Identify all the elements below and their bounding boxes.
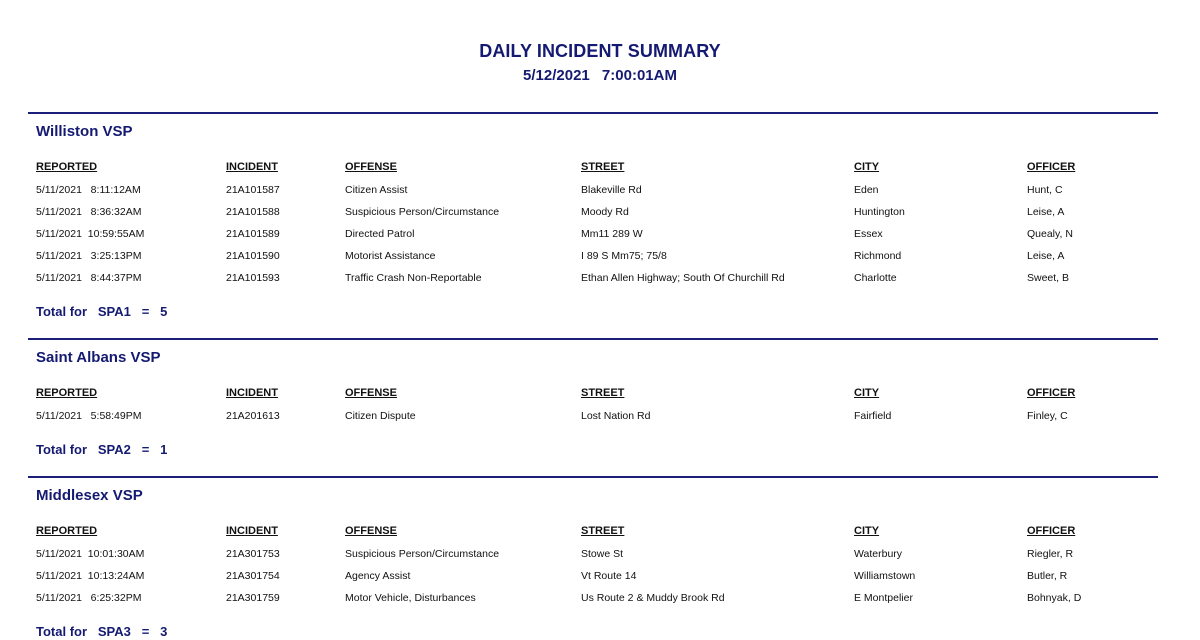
cell-officer: Quealy, N (1027, 228, 1073, 240)
cell-officer: Butler, R (1027, 570, 1068, 582)
column-header-street: STREET (581, 387, 625, 399)
report-header (0, 40, 1200, 86)
cell-offense: Directed Patrol (345, 228, 415, 240)
table-row (28, 271, 1158, 293)
column-header-officer: OFFICER (1027, 387, 1076, 399)
section-title: Middlesex VSP (36, 487, 143, 504)
cell-offense: Traffic Crash Non-Reportable (345, 272, 482, 284)
cell-offense: Suspicious Person/Circumstance (345, 206, 500, 218)
cell-offense: Motorist Assistance (345, 250, 436, 262)
cell-street: Us Route 2 & Muddy Brook Rd (581, 592, 725, 604)
table-row (28, 249, 1158, 271)
cell-reported: 5/11/2021 10:01:30AM (36, 548, 145, 560)
section-total: Total for SPA1 = 5 (36, 304, 168, 319)
cell-city: Huntington (854, 206, 905, 218)
report-datetime: 5/12/2021 7:00:01AM (523, 67, 677, 84)
column-header-reported: REPORTED (36, 525, 98, 537)
cell-officer: Bohnyak, D (1027, 592, 1082, 604)
report-title: DAILY INCIDENT SUMMARY (479, 41, 721, 61)
cell-street: Moody Rd (581, 206, 629, 218)
cell-street: Lost Nation Rd (581, 410, 651, 422)
cell-street: Stowe St (581, 548, 624, 560)
cell-reported: 5/11/2021 10:13:24AM (36, 570, 145, 582)
column-header-incident: INCIDENT (226, 161, 278, 173)
table-row (28, 183, 1158, 205)
section-total: Total for SPA2 = 1 (36, 442, 168, 457)
table-row (28, 227, 1158, 249)
cell-reported: 5/11/2021 8:36:32AM (36, 206, 142, 218)
column-header-city: CITY (854, 525, 880, 537)
table-row (28, 205, 1158, 227)
cell-officer: Leise, A (1027, 206, 1065, 218)
cell-incident: 21A201613 (226, 410, 280, 422)
column-header-officer: OFFICER (1027, 525, 1076, 537)
column-header-incident: INCIDENT (226, 387, 278, 399)
column-header-officer: OFFICER (1027, 161, 1076, 173)
cell-city: Essex (854, 228, 883, 240)
cell-city: Eden (854, 184, 879, 196)
cell-incident: 21A301753 (226, 548, 280, 560)
cell-reported: 5/11/2021 8:44:37PM (36, 272, 142, 284)
column-header-offense: OFFENSE (345, 525, 397, 537)
table-row (28, 591, 1158, 613)
cell-incident: 21A101589 (226, 228, 280, 240)
cell-officer: Leise, A (1027, 250, 1065, 262)
section-saint-albans (28, 338, 1158, 476)
cell-reported: 5/11/2021 5:58:49PM (36, 410, 142, 422)
cell-street: Mm11 289 W (581, 228, 643, 240)
cell-offense: Citizen Assist (345, 184, 408, 196)
table-row (28, 409, 1158, 431)
cell-street: Blakeville Rd (581, 184, 642, 196)
cell-officer: Riegler, R (1027, 548, 1074, 560)
cell-offense: Motor Vehicle, Disturbances (345, 592, 476, 604)
cell-officer: Sweet, B (1027, 272, 1070, 284)
section-williston (28, 112, 1158, 338)
section-total: Total for SPA3 = 3 (36, 624, 168, 639)
cell-officer: Finley, C (1027, 410, 1068, 422)
cell-city: Fairfield (854, 410, 892, 422)
table-row (28, 569, 1158, 591)
section-title: Saint Albans VSP (36, 349, 161, 366)
cell-street: Vt Route 14 (581, 570, 637, 582)
cell-reported: 5/11/2021 8:11:12AM (36, 184, 141, 196)
cell-street: Ethan Allen Highway; South Of Churchill Rd (581, 272, 785, 284)
table-row (28, 547, 1158, 569)
section-middlesex (28, 476, 1158, 639)
column-header-street: STREET (581, 161, 625, 173)
cell-incident: 21A301754 (226, 570, 280, 582)
cell-incident: 21A101590 (226, 250, 280, 262)
cell-incident: 21A101587 (226, 184, 280, 196)
cell-city: E Montpelier (854, 592, 913, 604)
cell-reported: 5/11/2021 10:59:55AM (36, 228, 145, 240)
cell-offense: Citizen Dispute (345, 410, 416, 422)
cell-officer: Hunt, C (1027, 184, 1063, 196)
cell-reported: 5/11/2021 3:25:13PM (36, 250, 142, 262)
column-header-incident: INCIDENT (226, 525, 278, 537)
column-header-offense: OFFENSE (345, 387, 397, 399)
cell-incident: 21A101588 (226, 206, 280, 218)
cell-offense: Suspicious Person/Circumstance (345, 548, 500, 560)
section-title: Williston VSP (36, 123, 133, 140)
cell-city: Waterbury (854, 548, 903, 560)
cell-offense: Agency Assist (345, 570, 411, 582)
column-header-city: CITY (854, 387, 880, 399)
cell-city: Williamstown (854, 570, 916, 582)
column-header-city: CITY (854, 161, 880, 173)
cell-incident: 21A301759 (226, 592, 280, 604)
cell-reported: 5/11/2021 6:25:32PM (36, 592, 142, 604)
column-header-offense: OFFENSE (345, 161, 397, 173)
cell-city: Charlotte (854, 272, 897, 284)
cell-city: Richmond (854, 250, 902, 262)
column-header-street: STREET (581, 525, 625, 537)
cell-street: I 89 S Mm75; 75/8 (581, 250, 667, 262)
cell-incident: 21A101593 (226, 272, 280, 284)
column-header-reported: REPORTED (36, 161, 98, 173)
column-header-reported: REPORTED (36, 387, 98, 399)
